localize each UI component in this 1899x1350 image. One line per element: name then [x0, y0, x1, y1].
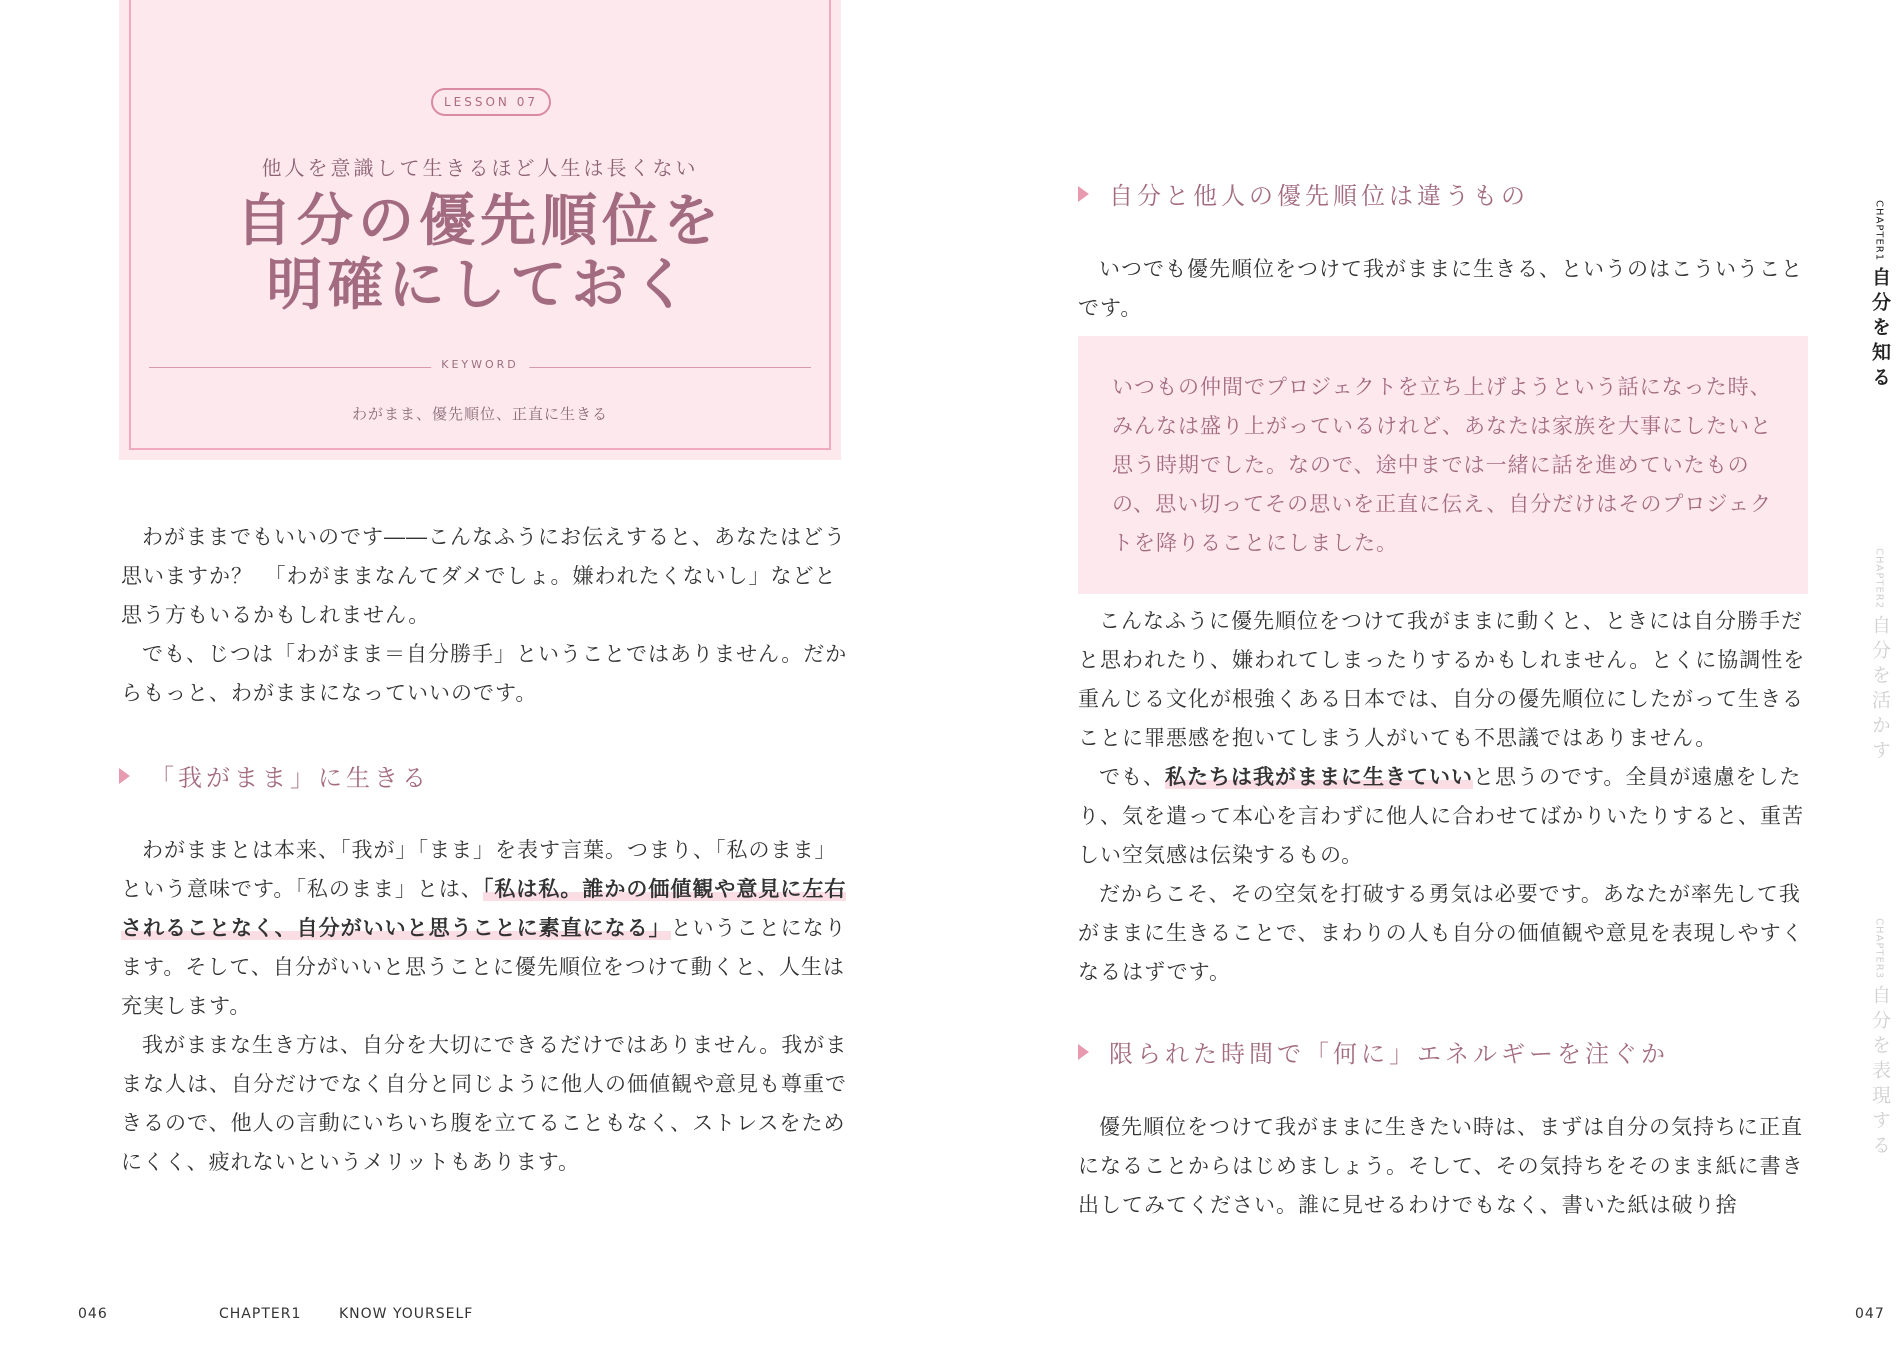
section-heading	[1078, 176, 1529, 211]
intro-paragraph: でも、じつは「わがまま＝自分勝手」ということではありません。だからもっと、わがままになっていいのです。	[121, 642, 848, 705]
section1-paragraph: 我がままな生き方は、自分を大切にできるだけではありません。我がままな人は、自分だけでなく自分と同じように他人の価値観や意見も尊重できるので、他人の言動にいちいち腹を立てることもなく、ストレスをためにくく、疲れないというメリットもあります。	[121, 1033, 848, 1174]
chapter-tab-number: CHAPTER2	[1873, 548, 1885, 610]
section-heading-text: 限られた時間で「何に」エネルギーを注ぐか	[1109, 1040, 1669, 1068]
intro-text	[121, 518, 853, 713]
lesson-badge: LESSON 07	[431, 88, 551, 116]
section2-text-after: と思うのです。全員が遠慮をしたり、気を遣って本心を言わずに他人に合わせてばかりいたりすると、重苦しい空気感は伝染するもの。	[1078, 765, 1804, 867]
triangle-bullet-icon	[1078, 186, 1089, 202]
lesson-title-line-2: 明確にしておく	[266, 253, 694, 318]
lesson-subtitle: 他人を意識して生きるほど人生は長くない	[261, 156, 699, 180]
section1-emphasis: 「私は私。誰かの価値観や意見に左右されることなく、自分がいいと思うことに素直になる」	[121, 877, 847, 940]
chapter-tab-2[interactable]	[1867, 548, 1891, 765]
section-heading	[1078, 1034, 1669, 1069]
section2-text	[1078, 602, 1810, 992]
lesson-header-frame	[129, 0, 831, 450]
section2-paragraph: だからこそ、その空気を打破する勇気は必要です。あなたが率先して我がままに生きることで、まわりの人も自分の価値観や意見を表現しやすくなるはずです。	[1078, 882, 1804, 984]
section2-intro	[1078, 250, 1810, 328]
section2-paragraph	[1078, 758, 1810, 875]
example-quote-box	[1078, 336, 1808, 594]
triangle-bullet-icon	[1078, 1044, 1089, 1060]
section3-paragraph: 優先順位をつけて我がままに生きたい時は、まずは自分の気持ちに正直になることからはじめましょう。そして、その気持ちをそのまま紙に書き出してみてください。誰に見せるわけでもなく、書いた紙は破り捨	[1078, 1115, 1804, 1217]
section-heading	[119, 758, 430, 793]
section1-text-before: わがままとは本来、「我が」「まま」を表す言葉。つまり、「私のまま」という意味です。「私のまま」とは、	[121, 838, 837, 901]
section-heading-text: 自分と他人の優先順位は違うもの	[1109, 182, 1529, 210]
section1-paragraph	[121, 831, 853, 1026]
section1-text-after: ということになります。そして、自分がいいと思うことに優先順位をつけて動くと、人生は充実します。	[121, 916, 847, 1018]
intro-paragraph: わがままでもいいのです――こんなふうにお伝えすると、あなたはどう思いますか？ 「わがままなんてダメでしょ。嫌われたくないし」などと思う方もいるかもしれません。	[121, 525, 846, 627]
section3-text	[1078, 1108, 1810, 1225]
footer-chapter-subtitle: KNOW YOURSELF	[339, 1306, 474, 1322]
section2-text-before: でも、	[1099, 765, 1165, 789]
right-page	[950, 0, 1899, 1350]
chapter-tab-number: CHAPTER1	[1873, 200, 1885, 262]
section2-emphasis: 私たちは我がままに生きていい	[1165, 765, 1473, 789]
footer-chapter: CHAPTER1	[219, 1306, 302, 1322]
keyword-label: KEYWORD	[431, 358, 529, 371]
triangle-bullet-icon	[119, 768, 130, 784]
section-heading-text: 「我がまま」に生きる	[150, 764, 430, 792]
page-number-left: 046	[78, 1306, 108, 1322]
section2-paragraph: いつでも優先順位をつけて我がままに生きる、というのはこういうことです。	[1078, 257, 1803, 320]
chapter-tab-1[interactable]	[1867, 200, 1891, 392]
chapter-tab-3[interactable]	[1867, 918, 1891, 1160]
section2-paragraph: こんなふうに優先順位をつけて我がままに動くと、ときには自分勝手だと思われたり、嫌われてしまったりするかもしれません。とくに協調性を重んじる文化が根強くある日本では、自分の優先順位にしたがって生きることに罪悪感を抱いてしまう人がいても不思議ではありません。	[1078, 609, 1806, 750]
page-number-right: 047	[1855, 1306, 1885, 1322]
chapter-tab-number: CHAPTER3	[1873, 918, 1885, 980]
lesson-title	[131, 190, 829, 318]
chapter-tab-title: 自分を活かす	[1869, 615, 1891, 766]
example-quote-text: いつもの仲間でプロジェクトを立ち上げようという話になった時、みんなは盛り上がっているけれど、あなたは家族を大事にしたいと思う時期でした。なので、途中までは一緒に話を進めていたものの、思い切ってその思いを正直に伝え、自分だけはそのプロジェクトを降りることにしました。	[1112, 375, 1772, 555]
chapter-tab-title: 自分を知る	[1869, 267, 1891, 393]
lesson-header-box	[119, 0, 841, 460]
section1-text	[121, 831, 853, 1182]
lesson-title-line-1: 自分の優先順位を	[236, 189, 724, 254]
keyword-list: わがまま、優先順位、正直に生きる	[351, 405, 608, 423]
chapter-tab-title: 自分を表現する	[1869, 985, 1891, 1161]
